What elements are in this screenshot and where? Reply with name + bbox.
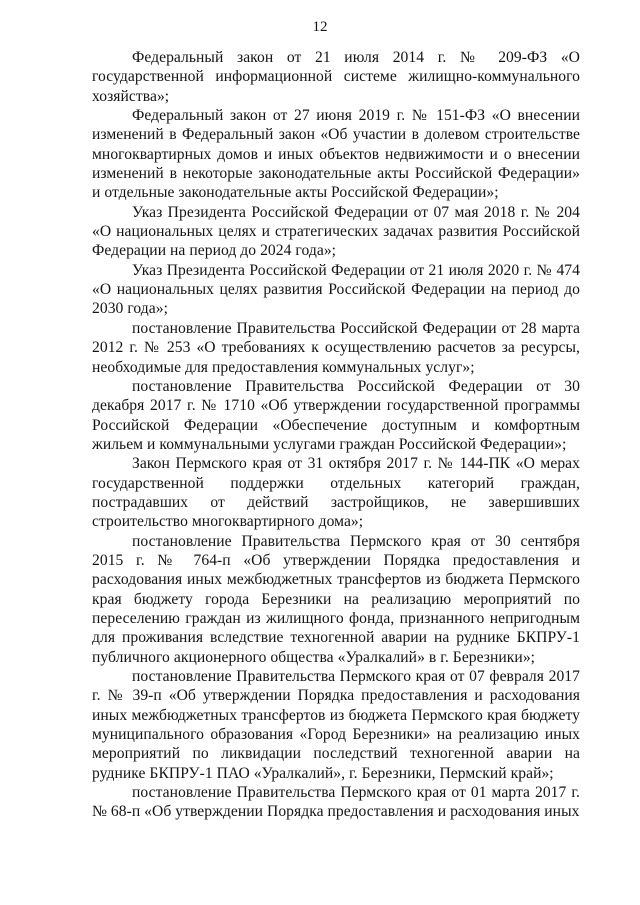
paragraph-federal-law-209: Федеральный закон от 21 июля 2014 г. № 209-ФЗ «О государственной информационной системе жилищно-коммунального хозяйства»; [92,49,580,105]
paragraph-decree-474: Указ Президента Российской Федерации от 21 июля 2020 г. № 474 «О национальных целях развития Российской Федерации на период до 2030 года»; [92,261,580,318]
paragraph-resolution-253: постановление Правительства Российской Федерации от 28 марта 2012 г. № 253 «О требованиях к осуществлению расчетов за ресурсы, необходимые для предоставления коммунальных услуг»; [92,319,580,376]
paragraph-federal-law-151: Федеральный закон от 27 июня 2019 г. № 151-ФЗ «О внесении изменений в Федеральный закон «Об участии в долевом строительстве многоквартирных домов и иных объектов недвижимости и о внесении изменений в некоторые законодательные акты Российской Федерации» и отдельные законодательные акты Российской Федерации»; [92,107,580,202]
paragraph-decree-204: Указ Президента Российской Федерации от 07 мая 2018 г. № 204 «О национальных целях и стратегических задачах развития Российской Федерации на период до 2024 года»; [92,203,580,260]
page-number: 12 [312,19,328,35]
paragraph-perm-resolution-68: постановление Правительства Пермского края от 01 марта 2017 г. № 68-п «Об утверждении Порядка предоставления и расходования иных [92,784,580,821]
paragraph-perm-resolution-39: постановление Правительства Пермского края от 07 февраля 2017 г. № 39-п «Об утверждении Порядка предоставления и расходования иных межбюджетных трансфертов из бюджета Пермского края бюджету муниципального образования «Город Березники» на реализацию иных мероприятий по ликвидации последствий техногенной аварии на руднике БКПРУ-1 ПАО «Уралкалий», г. Березники, Пермский край»; [92,668,580,782]
document-body [92,48,580,822]
paragraph-perm-resolution-764: постановление Правительства Пермского края от 30 сентября 2015 г. № 764-п «Об утверждении Порядка предоставления и расходования иных межбюджетных трансфертов из бюджета Пермского края бюджету города Березники на реализацию мероприятий по переселению граждан из жилищного фонда, признанного непригодным для проживания вследствие техногенной аварии на руднике БКПРУ-1 публичного акционерного общества «Уралкалий» в г. Березники»; [92,532,580,666]
paragraph-perm-law-144: Закон Пермского края от 31 октября 2017 г. № 144-ПК «О мерах государственной поддержки отдельных категорий граждан, пострадавших от действий застройщиков, не завершивших строительство многоквартирного дома»; [92,455,580,531]
paragraph-resolution-1710: постановление Правительства Российской Федерации от 30 декабря 2017 г. № 1710 «Об утверждении государственной программы Российской Федерации «Обеспечение доступным и комфортным жильем и коммунальными услугами граждан Российской Федерации»; [92,377,580,453]
